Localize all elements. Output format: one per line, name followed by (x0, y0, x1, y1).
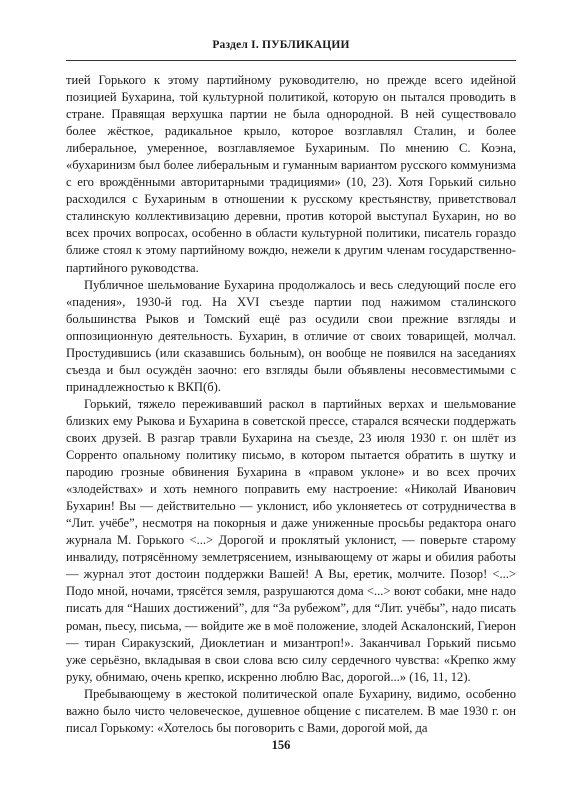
paragraph-continued: тией Горького к этому партийному руководителю, но прежде всего идейной позицией Бухарина, той культурной политикой, которую он пытался проводить в стране. Правящая верхушка партии не была однородной. В ней существовало более жёсткое, радикальное крыло, которое возглавлял Сталин, и более либеральное, умеренное, возглавляемое Бухариным. По мнению С. Коэна, «бухаринизм был более либеральным и гуманным вариантом русского коммунизма с его врождёнными авторитарными традициями» (10, 23). Хотя Горький сильно расходился с Бухариным в отношении к русскому крестьянству, приветствовал сталинскую коллективизацию деревни, против которой выступал Бухарин, но во всех прочих вопросах, особенно в области культурной политики, писатель гораздо ближе стоял к этому партийному вождю, нежели к другим членам государственно-партийного руководства. (66, 73, 516, 275)
section-label: Раздел I. (212, 39, 259, 51)
section-title: ПУБЛИКАЦИИ (261, 39, 350, 51)
header-rule (66, 60, 516, 61)
paragraph: Публичное шельмование Бухарина продолжалось и весь следующий после его «падения», 1930-й год. На XVI съезде партии под нажимом сталинского большинства Рыков и Томский ещё раз осудили свои прежние взгляды и оппозиционную деятельность. Бухарин, в отличие от своих товарищей, молчал. Простудившись (или сказавшись больным), он вообще не появился на заседаниях съезда и был осуждён заочно: его взгляды были объявлены несовместимыми с принадлежностью к ВКП(б). (66, 277, 516, 394)
body-text (66, 72, 516, 737)
running-header (0, 39, 562, 51)
paragraph: Горький, тяжело переживавший раскол в партийных верхах и шельмование близких ему Рыкова и Бухарина в советской прессе, старался всячески поддержать своих друзей. В разгар травли Бухарина на съезде, 23 июля 1930 г. он шлёт из Сорренто опальному политику письмо, в котором пытается обратить в шутку и пародию грозные обвинения Бухарина в «правом уклоне» и во всех прочих «злодействах» и хоть немного поправить ему настроение: «Николай Иванович Бухарин! Вы — действительно — уклонист, ибо уклоняетесь от сотрудничества в “Лит. учёбе”, несмотря на покорныя и даже униженные просьбы редактора онаго журнала М. Горького <...> Дорогой и проклятый уклонист, — поверьте старому инвалиду, потрясённому землетрясением, изнывающему от жары и обилия работы — журнал этот достоин поддержки Вашей! А Вы, еретик, молчите. Позор! <...> Подо мной, ночами, трясётся земля, разрушаются дома <...> воют собаки, мне надо писать для “Наших достижений”, для “За рубежом”, для “Лит. учёбы”, надо писать роман, пьесу, письма, — войдите же в моё положение, злодей Аскалонский, Гиерон — тиран Сиракузский, Диоклетиан и мизантроп!». Заканчивал Горький письмо уже серьёзно, вкладывая в свои слова всю силу сердечного чувства: «Крепко жму руку, обнимаю, очень крепко, искренно люблю Вас, дорогой...» (16, 11, 12). (66, 396, 516, 684)
paragraph: Пребывающему в жестокой политической опале Бухарину, видимо, особенно важно было чисто человеческое, душевное общение с писателем. В мае 1930 г. он писал Горькому: «Хотелось бы поговорить с Вами, дорогой мой, да (66, 686, 516, 735)
page-number: 156 (271, 738, 291, 752)
